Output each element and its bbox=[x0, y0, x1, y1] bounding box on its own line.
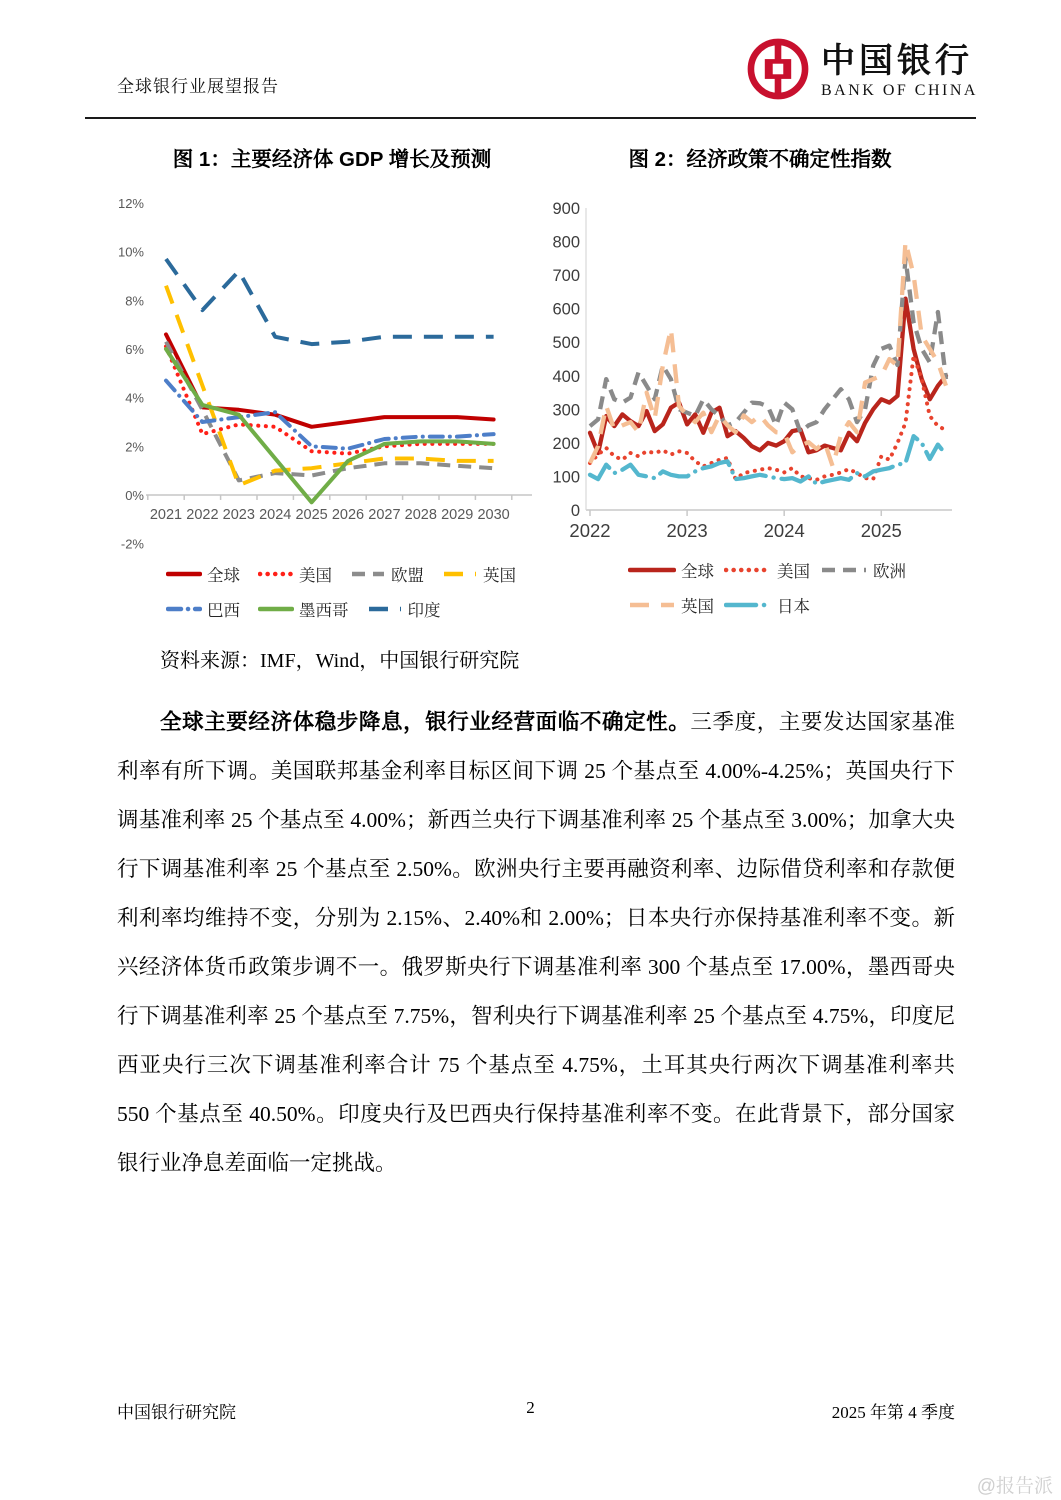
legend-item bbox=[166, 597, 240, 621]
series-line-英国 bbox=[590, 242, 946, 467]
report-title: 全球银行业展望报告 bbox=[117, 77, 279, 96]
legend-line-sample-icon bbox=[258, 569, 294, 579]
logo-english-name: BANK OF CHINA bbox=[821, 81, 978, 99]
legend-item bbox=[820, 558, 906, 582]
svg-text:0%: 0% bbox=[125, 487, 144, 503]
legend-label: 印度 bbox=[407, 601, 441, 620]
svg-text:2025: 2025 bbox=[295, 506, 328, 523]
boc-logo bbox=[745, 36, 978, 107]
svg-text:2026: 2026 bbox=[331, 506, 365, 523]
legend-item bbox=[350, 562, 424, 586]
svg-text:2023: 2023 bbox=[222, 506, 255, 523]
legend-item bbox=[166, 562, 240, 586]
svg-text:2027: 2027 bbox=[368, 506, 401, 523]
svg-text:4%: 4% bbox=[125, 390, 144, 406]
page-number: 2 bbox=[526, 1398, 535, 1417]
legend-label: 全球 bbox=[681, 562, 714, 581]
watermark: @报告派 bbox=[976, 1476, 1053, 1497]
svg-text:700: 700 bbox=[552, 267, 580, 286]
legend-label: 欧盟 bbox=[391, 566, 424, 585]
legend-label: 全球 bbox=[207, 566, 240, 585]
legend-line-sample-icon bbox=[442, 569, 478, 579]
svg-text:12%: 12% bbox=[117, 196, 144, 211]
legend-label: 英国 bbox=[483, 566, 516, 585]
svg-text:100: 100 bbox=[552, 468, 580, 487]
legend-label: 美国 bbox=[299, 566, 332, 585]
series-line-全球 bbox=[590, 299, 946, 453]
legend-label: 日本 bbox=[777, 597, 810, 616]
svg-text:8%: 8% bbox=[125, 293, 144, 309]
policy-uncertainty-chart bbox=[540, 195, 960, 575]
legend-label: 墨西哥 bbox=[299, 601, 349, 620]
legend-item bbox=[724, 558, 810, 582]
gdp-chart-legend bbox=[166, 562, 516, 632]
svg-text:2022: 2022 bbox=[569, 520, 611, 541]
body-paragraph bbox=[117, 698, 955, 1188]
logo-chinese-name: 中国银行 bbox=[821, 42, 973, 80]
svg-text:2024: 2024 bbox=[259, 506, 292, 523]
svg-text:10%: 10% bbox=[117, 244, 144, 260]
svg-text:2025: 2025 bbox=[860, 520, 902, 541]
source-note: 资料来源：IMF，Wind，中国银行研究院 bbox=[160, 650, 520, 672]
legend-item bbox=[724, 593, 810, 617]
svg-text:-2%: -2% bbox=[120, 536, 144, 552]
lead-sentence: 全球主要经济体稳步降息，银行业经营面临不确定性。 bbox=[160, 710, 691, 734]
legend-label: 英国 bbox=[681, 597, 714, 616]
svg-text:2%: 2% bbox=[125, 439, 144, 455]
svg-text:400: 400 bbox=[552, 367, 580, 386]
svg-text:6%: 6% bbox=[125, 341, 144, 357]
figure-1-title: 图 1：主要经济体 GDP 增长及预测 bbox=[172, 148, 492, 171]
paragraph-body: 三季度，主要发达国家基准利率有所下调。美国联邦基金利率目标区间下调 25 个基点至 4.00%-4.25%；英国央行下调基准利率 25 个基点至 4.00%；新西兰央行下调基准利率 25 个基点至 3.00%；加拿大央行下调基准利率 25 个基点至 2.50%。欧洲央行主要再融资利率、边际借贷利率和存款便利利率均维持不变，分别为 2.15%、2.40%和 2.00%；日本央行亦保持基准利率不变。新兴经济体货币政策步调不一。俄罗斯央行下调基准利率 300 个基点至 17.00%，墨西哥央行下调基准利率 25 个基点至 7.75%，智利央行下调基准利率 25 个基点至 4.75%，印度尼西亚央行三次下调基准利率合计 75 个基点至 4.75%，土耳其央行两次下调基准利率共 550 个基点至 40.50%。印度央行及巴西央行保持基准利率不变。在此背景下，部分国家银行业净息差面临一定挑战。 bbox=[117, 710, 955, 1175]
legend-line-sample-icon bbox=[628, 565, 676, 575]
svg-text:600: 600 bbox=[552, 300, 580, 319]
legend-line-sample-icon bbox=[628, 600, 676, 610]
svg-text:800: 800 bbox=[552, 233, 580, 252]
svg-text:2022: 2022 bbox=[186, 506, 219, 523]
legend-line-sample-icon bbox=[166, 604, 202, 614]
footer-quarter: 2025 年第 4 季度 bbox=[831, 1403, 955, 1422]
figure-2-title: 图 2：经济政策不确定性指数 bbox=[628, 148, 892, 171]
svg-text:300: 300 bbox=[552, 401, 580, 420]
footer-institute: 中国银行研究院 bbox=[117, 1403, 236, 1422]
epu-chart-legend bbox=[628, 558, 906, 628]
header-rule bbox=[85, 117, 976, 119]
svg-text:900: 900 bbox=[552, 200, 580, 218]
legend-item bbox=[628, 593, 714, 617]
legend-line-sample-icon bbox=[820, 565, 868, 575]
svg-text:2023: 2023 bbox=[666, 520, 708, 541]
legend-label: 美国 bbox=[777, 562, 810, 581]
legend-line-sample-icon bbox=[367, 604, 403, 614]
svg-text:2030: 2030 bbox=[477, 506, 510, 523]
legend-item bbox=[367, 597, 441, 621]
svg-text:2028: 2028 bbox=[404, 506, 437, 523]
legend-line-sample-icon bbox=[258, 604, 294, 614]
legend-line-sample-icon bbox=[350, 569, 386, 579]
series-line-英国 bbox=[166, 286, 494, 486]
legend-item bbox=[258, 597, 349, 621]
legend-item bbox=[442, 562, 516, 586]
series-line-印度 bbox=[166, 259, 494, 344]
svg-text:200: 200 bbox=[552, 434, 580, 453]
legend-item bbox=[258, 562, 332, 586]
legend-line-sample-icon bbox=[724, 565, 772, 575]
svg-text:2024: 2024 bbox=[763, 520, 805, 541]
legend-label: 欧洲 bbox=[873, 562, 906, 581]
legend-line-sample-icon bbox=[724, 600, 772, 610]
legend-label: 巴西 bbox=[207, 601, 240, 620]
svg-text:500: 500 bbox=[552, 334, 580, 353]
series-line-全球 bbox=[166, 334, 494, 426]
svg-text:2029: 2029 bbox=[441, 506, 474, 523]
boc-emblem-icon bbox=[745, 36, 811, 107]
svg-text:2021: 2021 bbox=[149, 506, 183, 523]
legend-line-sample-icon bbox=[166, 569, 202, 579]
legend-item bbox=[628, 558, 714, 582]
svg-text:0: 0 bbox=[570, 502, 580, 520]
gdp-growth-chart bbox=[100, 190, 545, 570]
